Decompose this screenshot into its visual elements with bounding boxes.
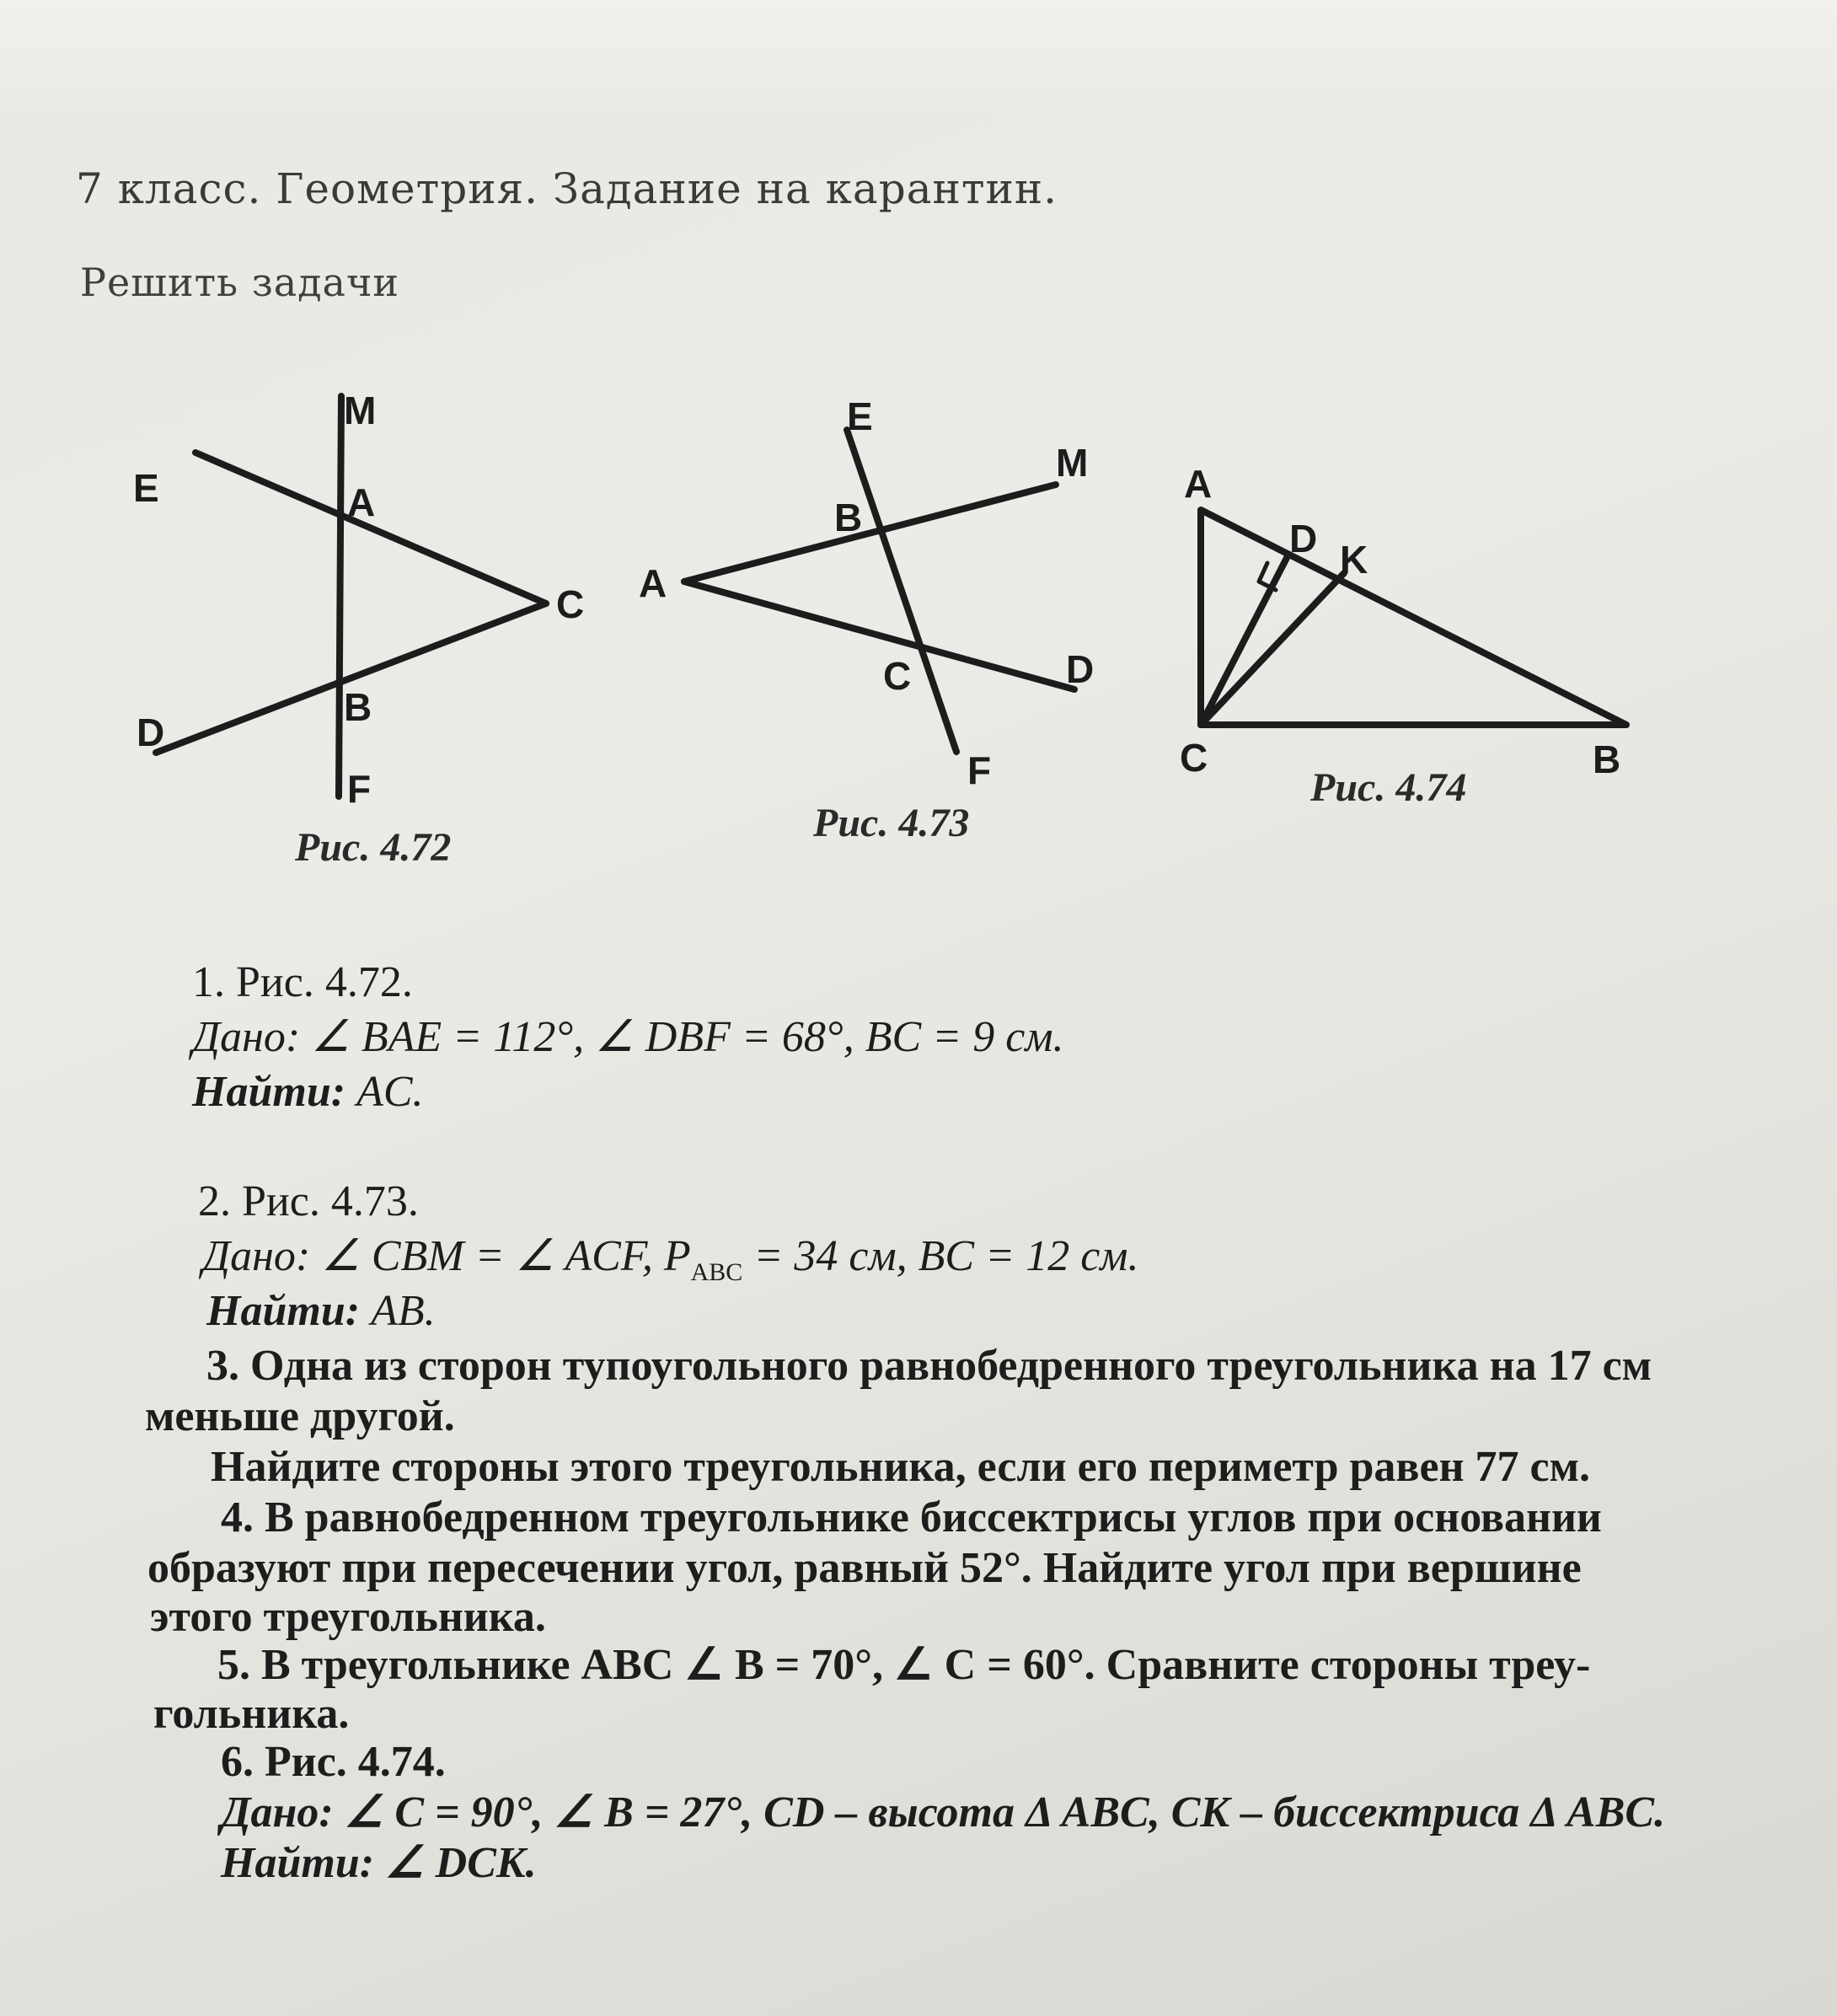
label-c-474: C <box>1180 736 1208 780</box>
label-a-473: A <box>639 561 667 605</box>
perimeter-subscript: ABC <box>690 1258 743 1286</box>
given-text-b: = 34 см, BC = 12 см. <box>742 1232 1139 1280</box>
problem-1-title: 1. Рис. 4.72. <box>192 958 413 1006</box>
find-label: Найти: <box>192 1068 346 1116</box>
caption-4-74: Рис. 4.74 <box>1310 765 1467 810</box>
given-label: Дано: <box>202 1232 311 1280</box>
problem-4-line-3: этого треугольника. <box>150 1593 546 1641</box>
label-e-473: E <box>847 394 873 438</box>
problem-3-line-3: Найдите стороны этого треугольника, если его периметр равен 77 см. <box>211 1443 1591 1491</box>
find-text: AB. <box>371 1287 436 1335</box>
problem-3-line-1: 3. Одна из сторон тупоугольного равнобедренного треугольника на 17 см <box>206 1342 1652 1390</box>
label-b-474: B <box>1593 737 1621 781</box>
given-text: ∠ BAE = 112°, ∠ DBF = 68°, BC = 9 см. <box>311 1013 1064 1061</box>
given-text-a: ∠ CBM = ∠ ACF, P <box>321 1232 691 1280</box>
problem-3-line-2: меньше другой. <box>145 1392 455 1440</box>
find-label: Найти: <box>206 1287 361 1335</box>
page-title: 7 класс. Геометрия. Задание на карантин. <box>76 164 1058 213</box>
label-k-474: K <box>1340 538 1368 582</box>
problem-4-line-1: 4. В равнобедренном треугольнике биссектрисы углов при основании <box>221 1493 1602 1541</box>
caption-4-73: Рис. 4.73 <box>813 801 970 845</box>
problem-1-find <box>192 1070 424 1114</box>
label-d-473: D <box>1066 647 1095 691</box>
given-text: ∠ C = 90°, ∠ B = 27°, CD – высота Δ ABC, CK – биссектриса Δ ABC. <box>344 1788 1666 1836</box>
problem-2-title: 2. Рис. 4.73. <box>198 1177 419 1225</box>
label-d-474: D <box>1289 517 1318 560</box>
label-m-473: M <box>1056 441 1089 485</box>
problem-5-line-1: 5. В треугольнике ABC ∠ B = 70°, ∠ C = 60°. Сравните стороны треу- <box>217 1641 1591 1689</box>
problem-6-given <box>221 1788 1666 1836</box>
label-d-472: D <box>137 710 165 754</box>
problem-1-given <box>192 1013 1064 1061</box>
label-c-472: C <box>556 582 585 626</box>
label-f-473: F <box>967 748 992 792</box>
given-label: Дано: <box>221 1788 334 1836</box>
find-label: Найти: <box>221 1839 375 1887</box>
label-b-472: B <box>344 685 372 729</box>
label-m-472: M <box>344 389 377 432</box>
given-label: Дано: <box>192 1013 301 1061</box>
label-a-472: A <box>347 480 376 524</box>
page-subtitle: Решить задачи <box>80 260 400 305</box>
problem-4-line-2: образуют при пересечении угол, равный 52°. Найдите угол при вершине <box>147 1544 1582 1592</box>
problem-2-given <box>202 1232 1139 1286</box>
label-e-472: E <box>133 466 159 510</box>
label-a-474: A <box>1184 462 1213 506</box>
caption-4-72: Рис. 4.72 <box>295 825 452 870</box>
label-f-472: F <box>347 767 372 811</box>
problem-2-find <box>206 1289 436 1333</box>
label-c-473: C <box>883 654 912 698</box>
problem-6-title: 6. Рис. 4.74. <box>221 1738 446 1786</box>
problem-5-line-2: гольника. <box>153 1690 350 1738</box>
find-text: ∠ DCK. <box>385 1839 537 1887</box>
label-b-473: B <box>834 496 863 539</box>
find-text: AC. <box>356 1068 424 1116</box>
problem-6-find <box>221 1839 537 1887</box>
